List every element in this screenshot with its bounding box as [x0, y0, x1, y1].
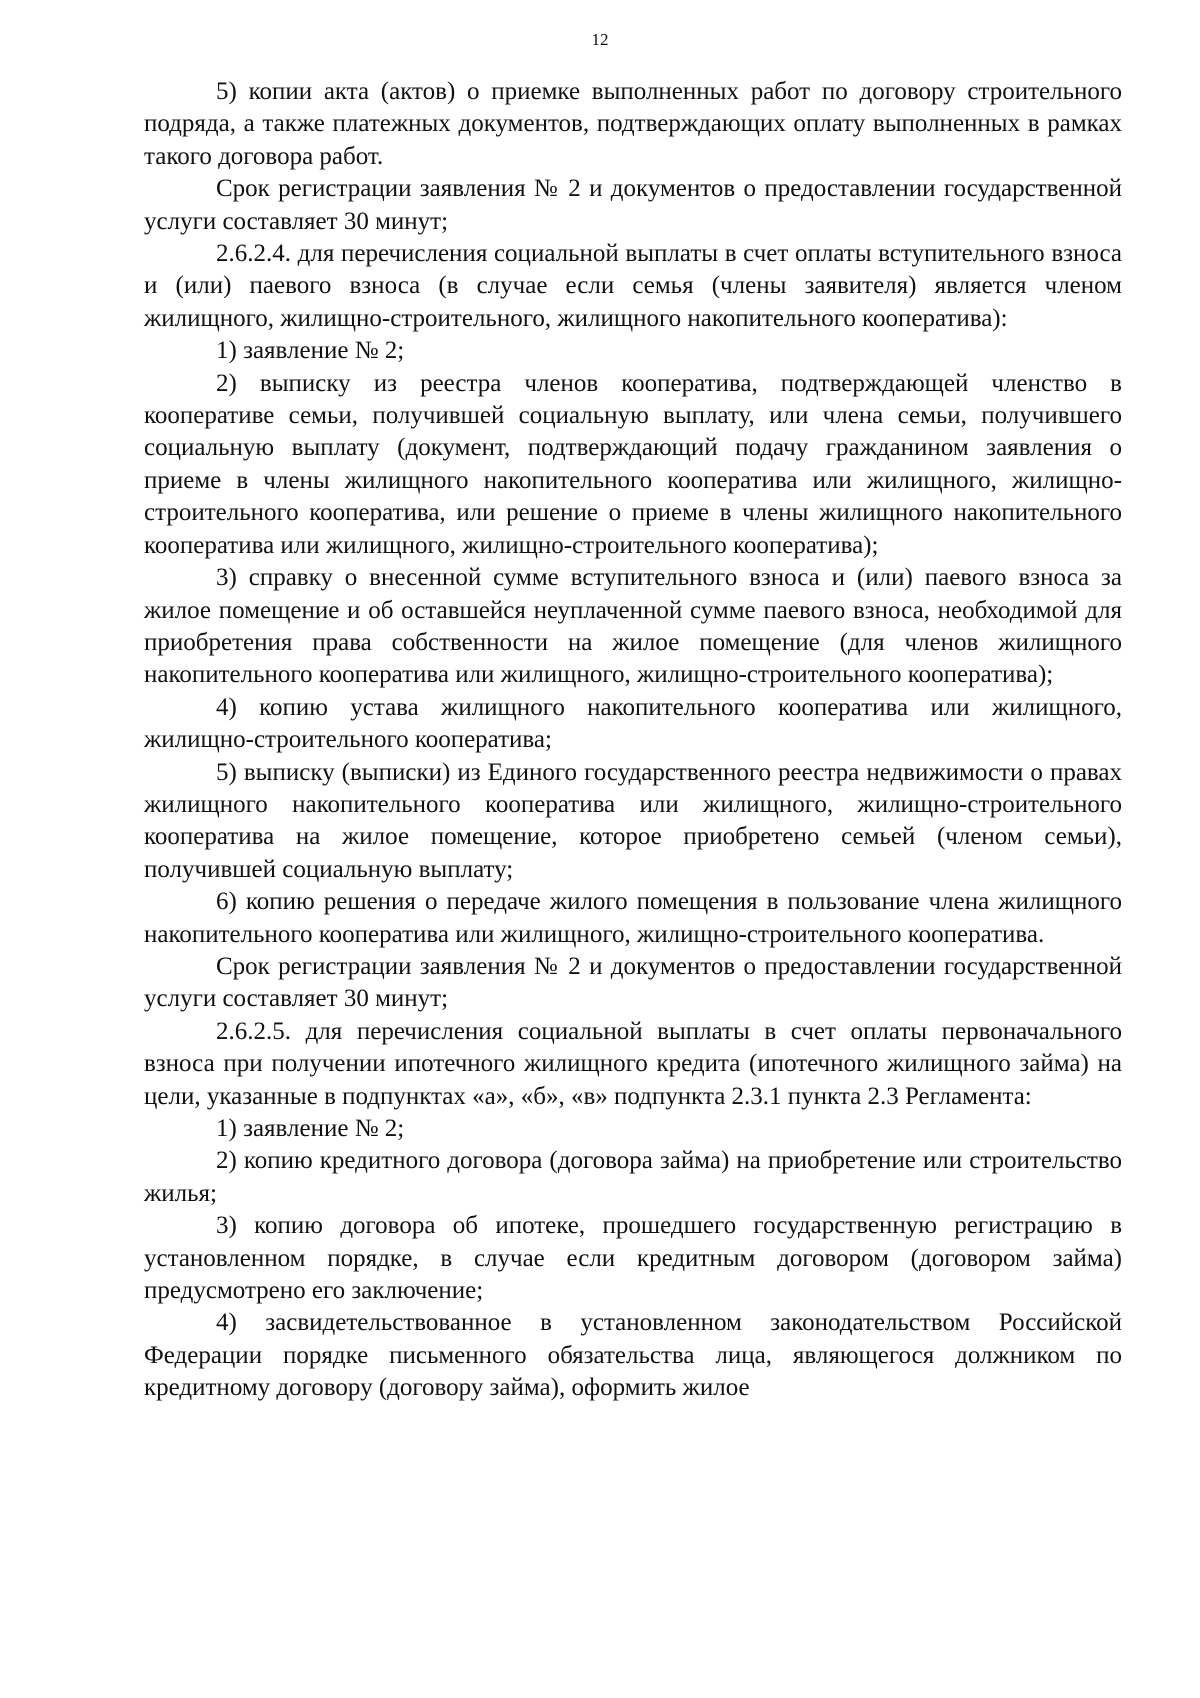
- page-number: 12: [591, 30, 609, 49]
- paragraph: 2) копию кредитного договора (договора займа) на приобретение или строительство жилья;: [144, 1147, 1122, 1207]
- paragraph: 5) копии акта (актов) о приемке выполненных работ по договору строительного подряда, а также платежных документов, подтверждающих оплату выполненных в рамках такого договора работ.: [144, 78, 1122, 170]
- paragraph: 3) справку о внесенной сумме вступительного взноса и (или) паевого взноса за жилое помещение и об оставшейся неуплаченной сумме паевого взноса, необходимой для приобретения права собственности на жилое помещение (для членов жилищного накопительного кооператива или жилищного, жилищно-строительного кооператива);: [144, 564, 1122, 689]
- paragraph: Срок регистрации заявления № 2 и документов о предоставлении государственной услуги составляет 30 минут;: [144, 175, 1122, 235]
- paragraph: 5) выписку (выписки) из Единого государственного реестра недвижимости о правах жилищного накопительного кооператива или жилищного, жилищно-строительного кооператива на жилое помещение, которое приобретено семьей (членом семьи), получившей социальную выплату;: [144, 758, 1122, 883]
- paragraph: 4) копию устава жилищного накопительного кооператива или жилищного, жилищно-строительного кооператива;: [144, 693, 1122, 754]
- paragraph: Срок регистрации заявления № 2 и документов о предоставлении государственной услуги составляет 30 минут;: [144, 952, 1122, 1013]
- paragraph: 1) заявление № 2;: [216, 337, 405, 365]
- paragraph: 2) выписку из реестра членов кооператива, подтверждающей членство в кооперативе семьи, получившей социальную выплату, или члена семьи, получившего социальную выплату (документ, подтверждающий подачу гражданином заявления о приеме в члены жилищного накопительного кооператива или жилищного, жилищно-строительного кооператива, или решение о приеме в члены жилищного накопительного кооператива или жилищного, жилищно-строительного кооператива);: [144, 369, 1122, 559]
- paragraph: 6) копию решения о передаче жилого помещения в пользование члена жилищного накопительного кооператива или жилищного, жилищно-строительного кооператива.: [144, 888, 1122, 948]
- paragraph: 4) засвидетельствованное в установленном законодательством Российской Федерации порядке письменного обязательства лица, являющегося должником по кредитному договору (договору займа), оформить жилое: [144, 1309, 1122, 1402]
- paragraph: 2.6.2.5. для перечисления социальной выплаты в счет оплаты первоначального взноса при получении ипотечного жилищного кредита (ипотечного жилищного займа) на цели, указанные в подпунктах «а», «б», «в» подпункта 2.3.1 пункта 2.3 Регламента:: [144, 1017, 1122, 1110]
- document-body: [144, 76, 1122, 1405]
- paragraph: 1) заявление № 2;: [216, 1115, 405, 1142]
- paragraph: 2.6.2.4. для перечисления социальной выплаты в счет оплаты вступительного взноса и (или) паевого взноса (в случае если семья (члены заявителя) является членом жилищного, жилищно-строительного, жилищного накопительного кооператива):: [144, 240, 1122, 332]
- paragraph: 3) копию договора об ипотеке, прошедшего государственную регистрацию в установленном порядке, в случае если кредитным договором (договором займа) предусмотрено его заключение;: [144, 1212, 1122, 1305]
